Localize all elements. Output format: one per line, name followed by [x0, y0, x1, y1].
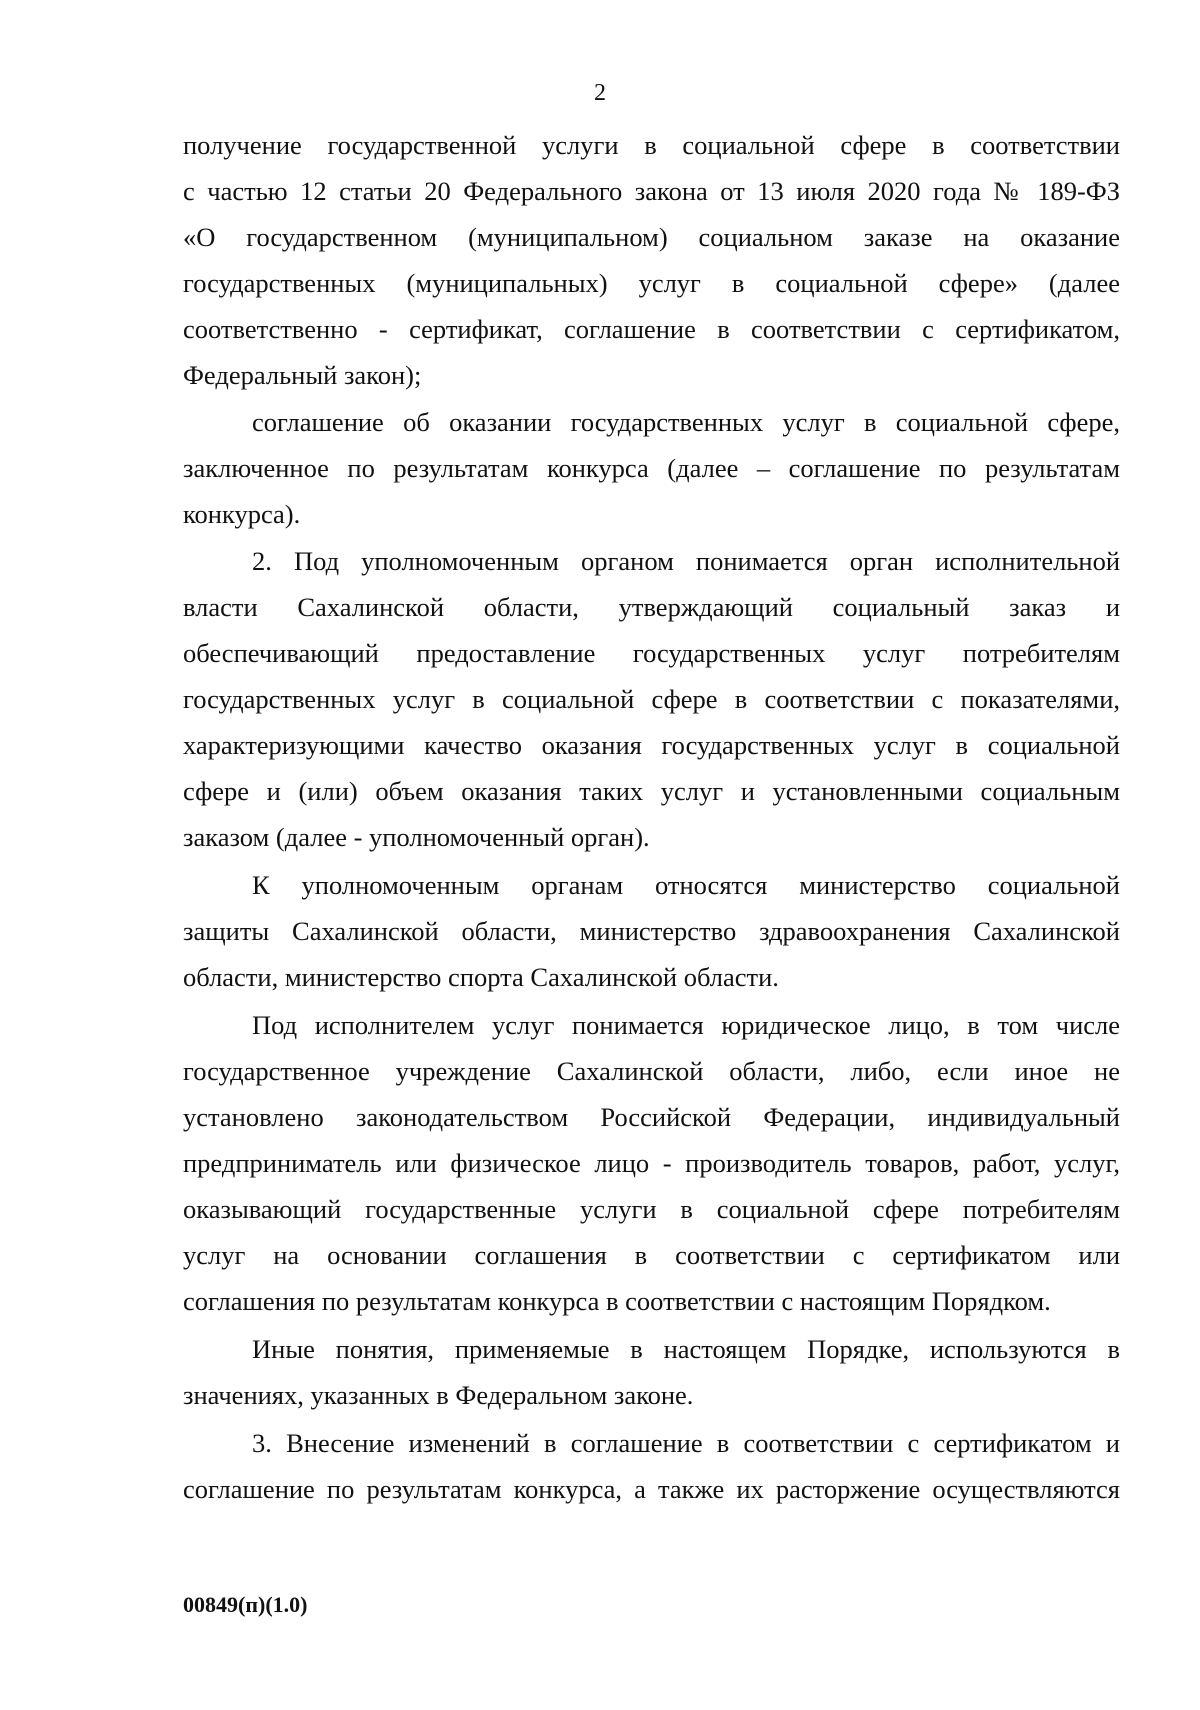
text-line: Под исполнителем услуг понимается юридическое лицо, в том числе — [252, 1010, 1120, 1040]
text-line: соглашение об оказании государственных услуг в социальной сфере, — [252, 407, 1120, 437]
text-line: 3. Внесение изменений в соглашение в соответствии с сертификатом и — [252, 1428, 1120, 1458]
document-code: 00849(п)(1.0) — [183, 1592, 308, 1617]
text-line: получение государственной услуги в социальной сфере в соответствии — [183, 130, 1120, 160]
text-line: установлено законодательством Российской Федерации, индивидуальный — [183, 1102, 1120, 1132]
text-line: соглашения по результатам конкурса в соответствии с настоящим Порядком. — [183, 1286, 1051, 1316]
text-line: конкурса). — [183, 499, 301, 529]
text-line: области, министерство спорта Сахалинской области. — [183, 962, 779, 992]
text-line: государственных услуг в социальной сфере в соответствии с показателями, — [183, 684, 1120, 714]
text-line: Иные понятия, применяемые в настоящем Порядке, используются в — [252, 1334, 1120, 1364]
text-line: заключенное по результатам конкурса (далее – соглашение по результатам — [183, 453, 1120, 483]
text-line: защиты Сахалинской области, министерство здравоохранения Сахалинской — [183, 916, 1120, 946]
text-line: государственных (муниципальных) услуг в социальной сфере» (далее — [183, 268, 1120, 298]
text-line: с частью 12 статьи 20 Федерального закона от 13 июля 2020 года № 189-ФЗ — [183, 176, 1120, 206]
text-line: заказом (далее - уполномоченный орган). — [183, 822, 650, 852]
text-line: значениях, указанных в Федеральном законе. — [183, 1380, 694, 1410]
text-line: соответственно - сертификат, соглашение в соответствии с сертификатом, — [183, 314, 1120, 344]
text-line: оказывающий государственные услуги в социальной сфере потребителям — [183, 1194, 1120, 1224]
text-line: характеризующими качество оказания государственных услуг в социальной — [183, 730, 1120, 760]
text-line: услуг на основании соглашения в соответствии с сертификатом или — [183, 1240, 1120, 1270]
page-number: 2 — [594, 80, 606, 106]
text-line: власти Сахалинской области, утверждающий социальный заказ и — [183, 592, 1120, 622]
text-line: сфере и (или) объем оказания таких услуг и установленными социальным — [183, 776, 1120, 806]
text-line: К уполномоченным органам относятся министерство социальной — [252, 870, 1120, 900]
text-line: «О государственном (муниципальном) социальном заказе на оказание — [183, 222, 1120, 252]
text-line: 2. Под уполномоченным органом понимается орган исполнительной — [252, 546, 1120, 576]
text-line: соглашение по результатам конкурса, а также их расторжение осуществляются — [183, 1474, 1120, 1504]
text-line: государственное учреждение Сахалинской области, либо, если иное не — [183, 1056, 1120, 1086]
text-line: Федеральный закон); — [183, 360, 422, 390]
text-line: обеспечивающий предоставление государственных услуг потребителям — [183, 638, 1120, 668]
text-line: предприниматель или физическое лицо - производитель товаров, работ, услуг, — [183, 1148, 1120, 1178]
